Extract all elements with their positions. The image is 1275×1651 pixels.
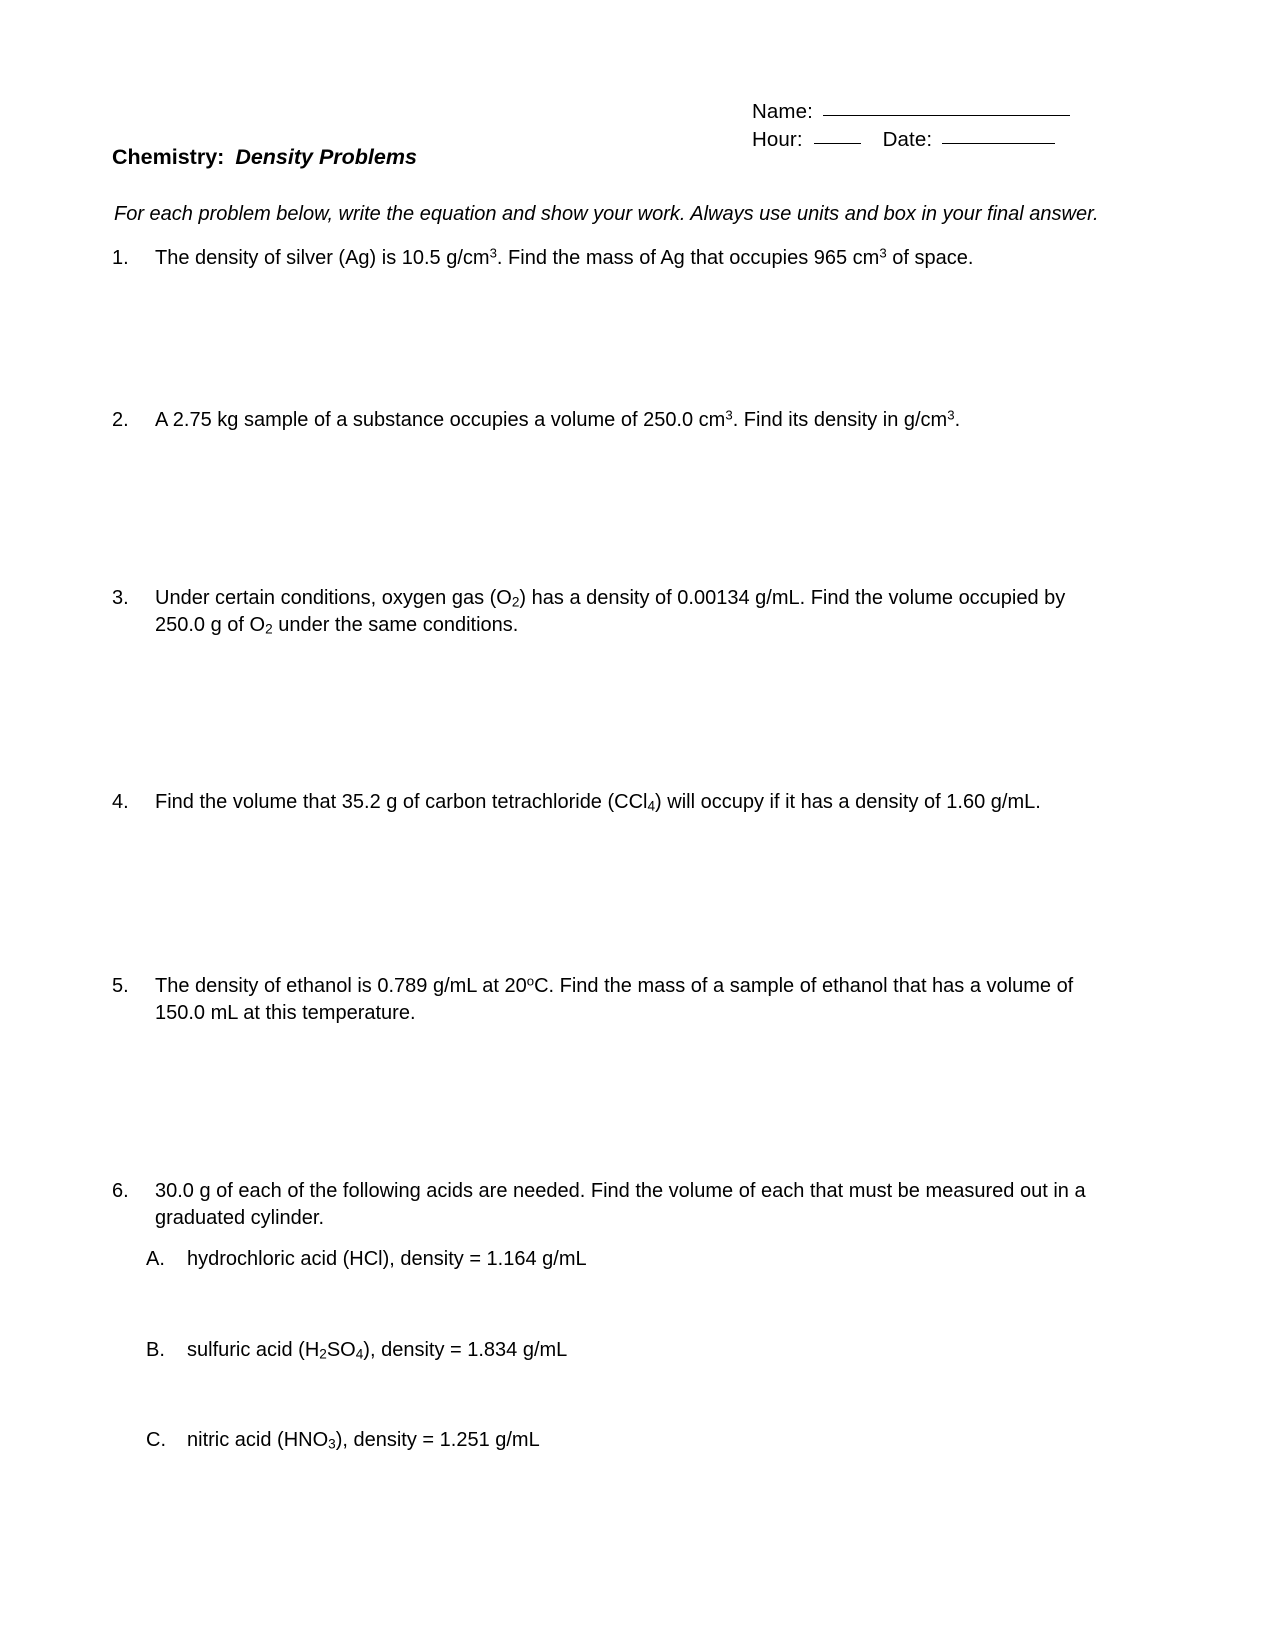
problem-2 [112,407,1112,434]
problem-6b-subscript-1: 2 [319,1346,327,1362]
problem-2-exponent-2: 3 [947,407,955,423]
problem-3-line1-a: Under certain conditions, oxygen gas (O [155,587,512,609]
problem-5-text [155,973,1112,1027]
problem-6-item-c-text [187,1427,1046,1454]
name-input-line[interactable] [823,115,1070,116]
problem-6b-subscript-2: 4 [355,1346,364,1362]
instructions-text: For each problem below, write the equation and show your work. Always use units and box in your final answer. [114,203,1099,225]
problem-1 [112,245,1112,272]
problem-5-line1-b: C. Find the mass of a sample of ethanol that has a volume of [534,975,1074,997]
problem-1-number: 1. [112,247,129,269]
problem-4-part-a: Find the volume that 35.2 g of carbon tetrachloride (CCl [155,791,648,813]
problem-2-number: 2. [112,409,129,431]
problem-4-subscript: 4 [647,798,656,814]
problem-3-subscript-2: 2 [265,621,273,637]
problem-6 [112,1178,1112,1232]
problem-6b-part-mid: SO [326,1339,356,1361]
problem-5-line1-a: The density of ethanol is 0.789 g/mL at 20 [155,975,527,997]
problem-6-line1: 30.0 g of each of the following acids are needed. Find the volume of each that must be measured out in a [155,1180,1086,1202]
problem-4 [112,789,1112,816]
hour-label: Hour: [752,128,803,151]
problem-3-line1-b: ) has a density of 0.00134 g/mL. Find the volume occupied by [519,587,1066,609]
problem-6-item-c-letter: C. [146,1429,166,1451]
student-info-block [752,98,1112,154]
problem-6c-part-b: ), density = 1.251 g/mL [335,1429,540,1451]
problem-6-number: 6. [112,1180,129,1202]
problem-6c-part-a: nitric acid (HNO [187,1429,329,1451]
problem-6-text [155,1178,1112,1232]
problem-4-text [155,789,1112,816]
problem-4-number: 4. [112,791,129,813]
date-label: Date: [882,128,933,151]
hour-date-row [752,126,1112,154]
problem-6-item-b-text [187,1337,1046,1364]
problem-1-exponent-2: 3 [879,245,887,261]
problem-5 [112,973,1112,1027]
problem-4-part-b: ) will occupy if it has a density of 1.60 g/mL. [655,791,1041,813]
problem-3 [112,585,1112,639]
problem-6-item-c [146,1427,1046,1454]
problem-6b-part-b: ), density = 1.834 g/mL [363,1339,568,1361]
problem-2-part-a: A 2.75 kg sample of a substance occupies a volume of 250.0 cm [155,409,726,431]
problem-2-text [155,407,1112,434]
problem-6c-subscript: 3 [328,1436,336,1452]
problem-5-line2: 150.0 mL at this temperature. [155,1002,416,1024]
problem-3-line2-a: 250.0 g of O [155,614,266,636]
problem-6-item-b [146,1337,1046,1364]
problem-3-number: 3. [112,587,129,609]
problem-1-text [155,245,1112,272]
problem-3-text [155,585,1112,639]
problem-1-exponent-1: 3 [489,245,497,261]
problem-3-line2-b: under the same conditions. [272,614,519,636]
problem-1-part-b: . Find the mass of Ag that occupies 965 cm [496,247,880,269]
problem-6-line2: graduated cylinder. [155,1207,325,1229]
title-subject: Chemistry: [112,145,225,169]
problem-6b-part-a: sulfuric acid (H [187,1339,320,1361]
problem-6a-part-a: hydrochloric acid (HCl), density = 1.164 g/mL [187,1248,587,1270]
problem-2-part-b: . Find its density in g/cm [732,409,948,431]
title-topic: Density Problems [235,145,417,169]
page-title [112,145,417,170]
problem-1-part-c: of space. [886,247,974,269]
problem-5-degree-symbol: o [526,973,535,989]
name-row [752,98,1112,126]
problem-5-number: 5. [112,975,129,997]
problem-6-item-a-text [187,1246,1046,1273]
problem-2-exponent-1: 3 [725,407,733,423]
problem-6-item-a [146,1246,1046,1273]
problem-3-subscript-1: 2 [511,594,520,610]
problem-2-part-c: . [954,409,961,431]
problem-6-item-a-letter: A. [146,1248,165,1270]
name-label: Name: [752,100,813,123]
date-input-line[interactable] [942,143,1055,144]
problem-1-part-a: The density of silver (Ag) is 10.5 g/cm [155,247,490,269]
problem-6-item-b-letter: B. [146,1339,165,1361]
hour-input-line[interactable] [814,143,861,144]
